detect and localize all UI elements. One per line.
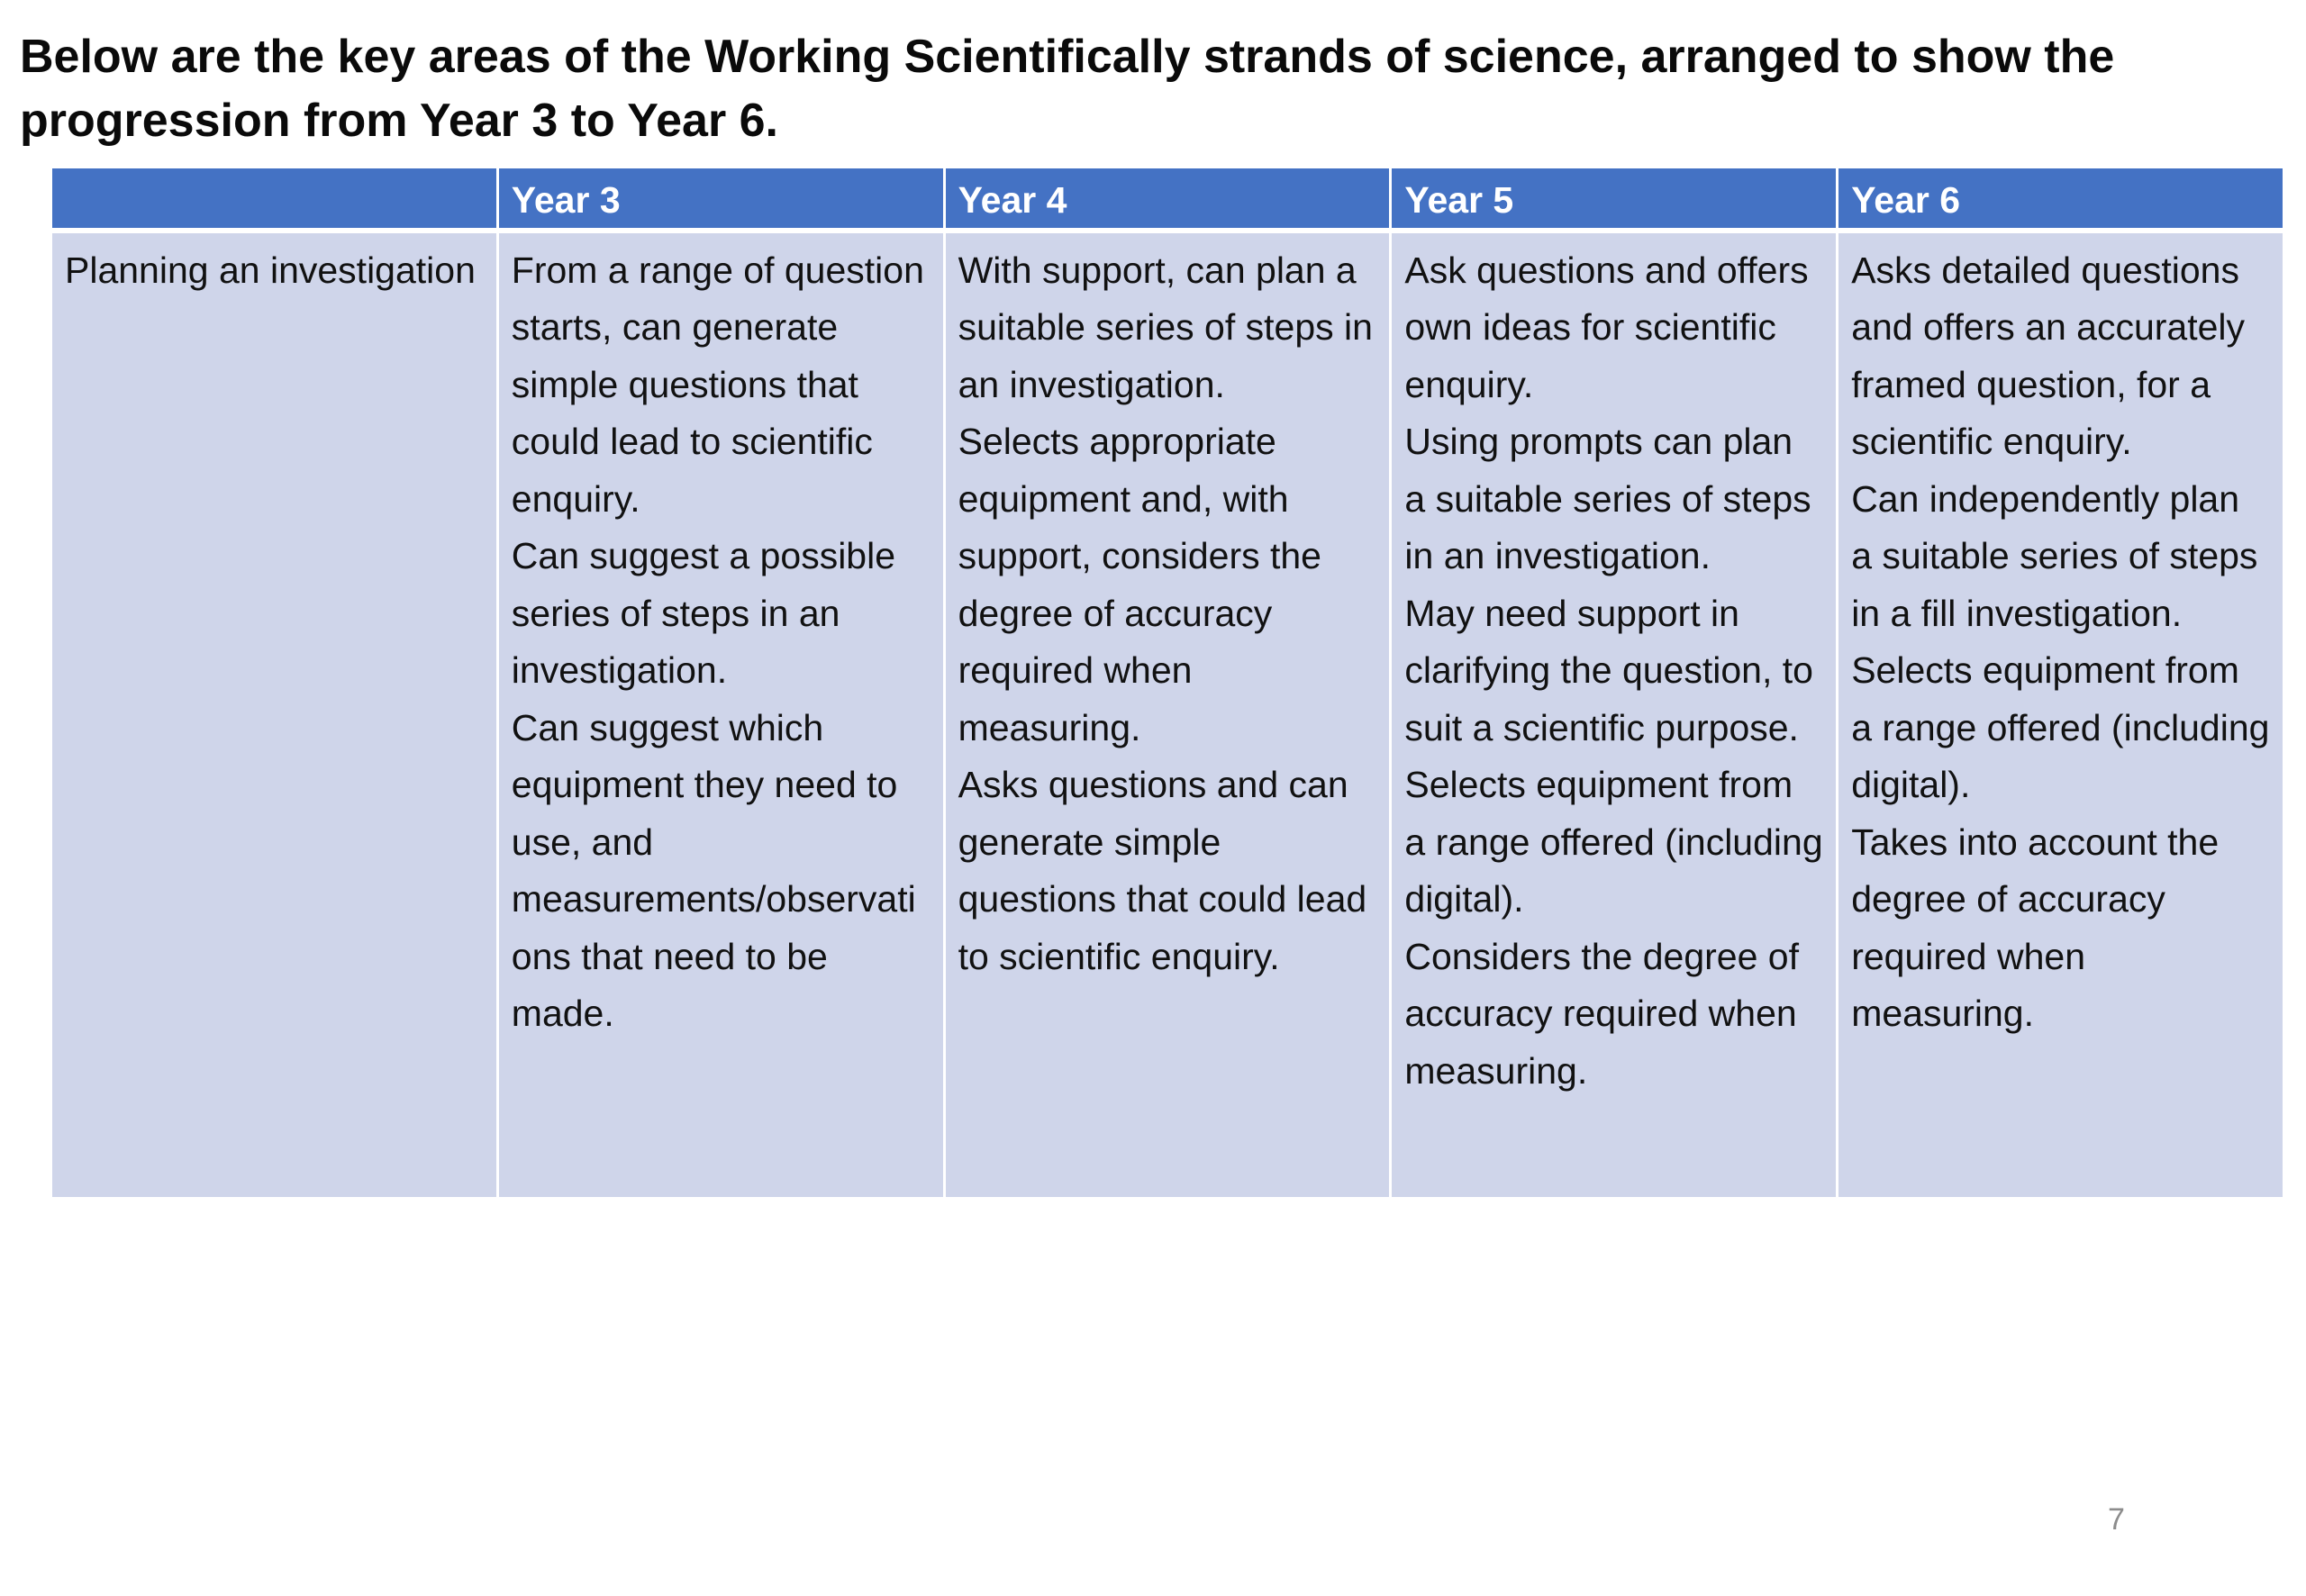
area-label: Planning an investigation (65, 249, 476, 291)
year-5-statement: Considers the degree of accuracy required when measuring. (1404, 935, 1799, 1092)
year-5-statement: Ask questions and offers own ideas for scientific enquiry. (1404, 249, 1809, 405)
year-5-statement: Selects equipment from a range offered (including digital). (1404, 764, 1823, 920)
year-3-statement: Can suggest which equipment they need to use, and measurements/observations that need to be made. (511, 706, 916, 1034)
year-5-cell (1391, 231, 1838, 1199)
header-cell-area (51, 168, 498, 231)
year-4-statement: Asks questions and can generate simple questions that could lead to scientific enquiry. (958, 764, 1367, 977)
progression-table (50, 166, 2285, 1200)
header-cell-year-6: Year 6 (1838, 168, 2284, 231)
year-3-cell (497, 231, 944, 1199)
year-6-statement: Asks detailed questions and offers an accurately framed question, for a scientific enquiry. (1851, 249, 2246, 462)
year-4-cell (944, 231, 1391, 1199)
year-6-cell (1838, 231, 2284, 1199)
year-3-statement: From a range of question starts, can generate simple questions that could lead to scientific enquiry. (511, 249, 924, 520)
year-4-statement: With support, can plan a suitable series of steps in an investigation. (958, 249, 1373, 405)
year-5-statement: May need support in clarifying the question, to suit a scientific purpose. (1404, 592, 1813, 748)
header-cell-year-4: Year 4 (944, 168, 1391, 231)
year-3-statement: Can suggest a possible series of steps in an investigation. (511, 535, 896, 691)
table-row (51, 231, 2284, 1199)
year-6-statement: Takes into account the degree of accuracy required when measuring. (1851, 821, 2220, 1034)
page-number: 7 (2108, 1502, 2125, 1537)
slide-title: Below are the key areas of the Working Scientifically strands of science, arranged to show the progression from Year 3 to Year 6. (20, 31, 2115, 147)
year-6-statement: Selects equipment from a range offered (including digital). (1851, 649, 2270, 805)
year-6-statement: Can independently plan a suitable series of steps in a fill investigation. (1851, 477, 2258, 634)
header-cell-year-3: Year 3 (497, 168, 944, 231)
area-cell-planning (51, 231, 498, 1199)
header-cell-year-5: Year 5 (1391, 168, 1838, 231)
year-4-statement: Selects appropriate equipment and, with support, considers the degree of accuracy required when measuring. (958, 421, 1321, 748)
table-header-row (51, 168, 2284, 231)
year-5-statement: Using prompts can plan a suitable series of steps in an investigation. (1404, 421, 1811, 576)
